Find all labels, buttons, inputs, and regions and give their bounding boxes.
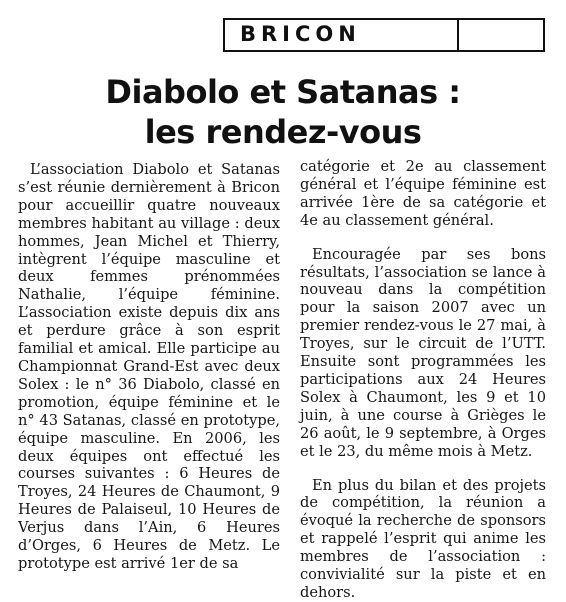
section-label: BRICON [240, 22, 361, 46]
article-right-column [300, 158, 546, 602]
headline-line-1: Diabolo et Satanas : [105, 73, 461, 111]
article-paragraph-3: Encouragée par ses bons résultats, l’association se lance à nouveau dans la compétition pour la saison 2007 avec un premier rendez-vous le 27 mai, à Troyes, sur le circuit de l’UTT. Ensuite sont programmées les participations aux 24 Heures Solex à Chaumont, les 9 et 10 juin, à une course à Grièges le 26 août, le 9 septembre, à Orges et le 23, du même mois à Metz. [300, 245, 546, 460]
section-banner-tab [457, 18, 545, 52]
headline-line-2: les rendez-vous [144, 113, 422, 151]
headline [0, 72, 566, 152]
article-paragraph-4: En plus du bilan et des projets de compétition, la réunion a évoqué la recherche de sponsors et rappelé l’esprit qui anime les membres de l’association : convivialité sur la piste et en dehors. [300, 476, 546, 601]
article-paragraph-1: L’association Diabolo et Satanas s’est réunie dernièrement à Bricon pour accueillir quatre nouveaux membres habitant au village : deux hommes, Jean Michel et Thierry, intègrent l’équipe masculine et deux femmes prénommées Nathalie, l’équipe féminine. L’association existe depuis dix ans et perdure grâce à son esprit familial et amical. Elle participe au Championnat Grand-Est avec deux Solex : le n° 36 Diabolo, classé en promotion, équipe féminine et le n° 43 Satanas, classé en prototype, équipe masculine. En 2006, les deux équipes ont effectué les courses suivantes : 6 Heures de Troyes, 24 Heures de Chaumont, 9 Heures de Palaiseul, 10 Heures de Verjus dans l’Ain, 6 Heures d’Orges, 6 Heures de Metz. Le prototype est arrivé 1er de sa [18, 161, 280, 572]
article-left-column [18, 161, 280, 573]
article-paragraph-2: catégorie et 2e au classement général et l’équipe féminine est arrivée 1ère de sa catégorie et 4e au classement général. [300, 158, 546, 229]
